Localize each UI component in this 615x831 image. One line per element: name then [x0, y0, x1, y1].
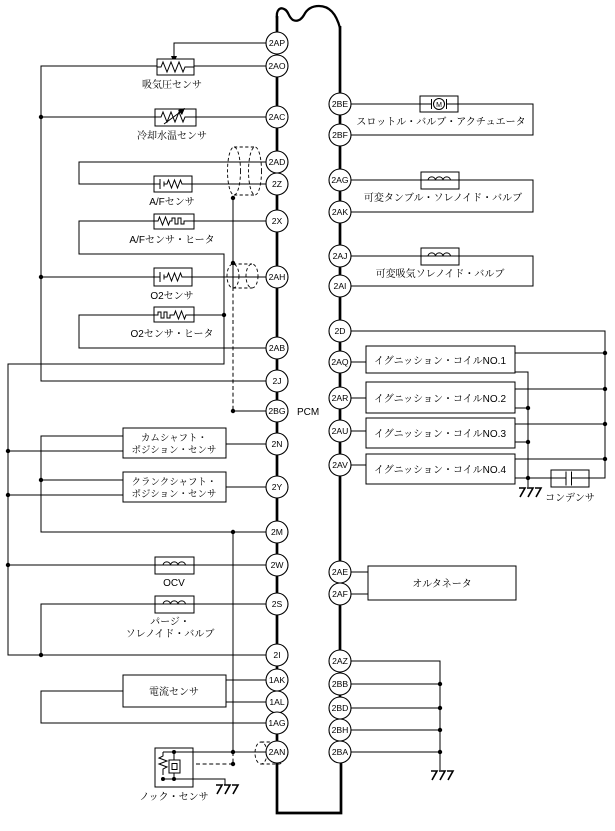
pin-2af	[329, 583, 351, 605]
o2-heater-label: O2センサ・ヒータ	[130, 329, 214, 340]
pin-id: 2BA	[331, 747, 349, 757]
crankshaft-label-line1: クランクシャフト・	[131, 477, 217, 488]
ocv-label: OCV	[163, 578, 185, 589]
pin-id: 2S	[271, 599, 283, 609]
pin-2m	[266, 521, 288, 543]
pin-2ap	[266, 32, 288, 54]
pin-2ak	[329, 201, 351, 223]
pin-id: 2AK	[331, 207, 349, 217]
pin-id: 2Z	[271, 179, 283, 189]
motor-letter: M	[436, 101, 442, 109]
pin-id: 2BE	[331, 99, 349, 109]
pin-id: 2AZ	[332, 656, 348, 666]
pin-2j	[266, 370, 288, 392]
pin-2ab	[266, 337, 288, 359]
pin-2x	[266, 210, 288, 232]
knock-sensor-label: ノック・センサ	[139, 792, 209, 803]
pin-id: 2BG	[268, 406, 286, 416]
pin-1al	[266, 691, 288, 713]
pin-id: 2AP	[268, 38, 286, 48]
tumble-valve-label: 可変タンブル・ソレノイド・バルブ	[363, 193, 523, 204]
camshaft-label-line1: カムシャフト・	[140, 433, 208, 444]
pin-id: 2I	[273, 650, 281, 660]
purge-label-line1: パージ・	[150, 617, 190, 628]
pin-id: 2BB	[331, 679, 349, 689]
pin-2be	[329, 93, 351, 115]
pcm-label: PCM	[297, 407, 320, 418]
pin-id: 2AF	[332, 589, 348, 599]
pin-id: 1AG	[268, 718, 286, 728]
pin-id: 2M	[271, 527, 283, 537]
ignition-coil-3	[366, 418, 515, 448]
pin-id: 2AE	[331, 567, 349, 577]
condenser-label: コンデンサ	[545, 493, 595, 504]
pin-2bf	[329, 124, 351, 146]
camshaft-position-sensor	[123, 428, 226, 458]
o2-sensor-label: O2センサ	[150, 291, 194, 302]
pin-2ae	[329, 561, 351, 583]
pin-2ar	[329, 387, 351, 409]
pin-2ah	[266, 266, 288, 288]
pin-2i	[266, 644, 288, 666]
pin-2aq	[329, 351, 351, 373]
ignition-coil-4	[366, 454, 515, 484]
coil3-label: イグニッション・コイルNO.3	[373, 429, 507, 440]
pin-2ai	[329, 275, 351, 297]
pin-2ad	[266, 151, 288, 173]
throttle-actuator-label: スロットル・バルブ・アクチュエータ	[356, 117, 526, 128]
current-sensor-label: 電流センサ	[149, 687, 199, 698]
alternator	[368, 566, 516, 600]
crankshaft-position-sensor	[123, 472, 226, 502]
pin-id: 2AU	[331, 426, 349, 436]
pin-id: 2AV	[332, 460, 348, 470]
coil4-label: イグニッション・コイルNO.4	[373, 465, 507, 476]
pin-2ac	[266, 106, 288, 128]
pin-id: 2BD	[331, 703, 349, 713]
ignition-coil-1	[366, 346, 515, 373]
af-heater-label: A/Fセンサ・ヒータ	[129, 235, 215, 246]
intake-valve-label: 可変吸気ソレノイド・バルブ	[375, 269, 505, 280]
pin-2d	[329, 320, 351, 342]
pin-2bb	[329, 673, 351, 695]
pin-id: 2BF	[332, 130, 348, 140]
camshaft-label-line2: ポジション・センサ	[131, 445, 217, 456]
current-sensor	[123, 675, 226, 707]
pin-id: 2AD	[268, 157, 286, 167]
pin-2aj	[329, 245, 351, 267]
pin-id: 2W	[270, 560, 284, 570]
pin-2az	[329, 650, 351, 672]
pin-2bg	[266, 400, 288, 422]
pin-id: 2AB	[268, 343, 286, 353]
pin-id: 2D	[334, 326, 346, 336]
alternator-label: オルタネータ	[412, 579, 472, 590]
coil1-label: イグニッション・コイルNO.1	[373, 356, 507, 367]
pin-id: 2AI	[333, 281, 347, 291]
coolant-temp-label: 冷却水温センサ	[137, 131, 207, 142]
pin-2bd	[329, 697, 351, 719]
crankshaft-label-line2: ポジション・センサ	[131, 489, 217, 500]
pin-2s	[266, 593, 288, 615]
o2-sensor	[150, 268, 193, 302]
af-sensor	[149, 176, 195, 208]
af-sensor-label: A/Fセンサ	[149, 197, 195, 208]
pin-1ak	[266, 669, 288, 691]
pin-id: 2AR	[331, 393, 349, 403]
pin-id: 2AO	[268, 61, 286, 71]
pin-2av	[329, 454, 351, 476]
pin-id: 1AK	[268, 675, 286, 685]
pin-id: 2AC	[268, 112, 286, 122]
coil2-label: イグニッション・コイルNO.2	[373, 394, 507, 405]
pin-2au	[329, 420, 351, 442]
pin-2n	[266, 433, 288, 455]
pin-2w	[266, 554, 288, 576]
pin-2bh	[329, 719, 351, 741]
condenser	[545, 470, 595, 504]
pin-2y	[266, 476, 288, 498]
pin-2ag	[329, 169, 351, 191]
pin-id: 2AG	[331, 175, 349, 185]
ignition-coil-2	[366, 382, 515, 413]
purge-label-line2: ソレノイド・バルブ	[125, 629, 215, 640]
pin-2an	[266, 741, 288, 763]
pin-id: 2Y	[271, 482, 283, 492]
pin-id: 2BH	[331, 725, 349, 735]
pin-id: 2N	[271, 439, 283, 449]
pin-id: 2J	[272, 376, 282, 386]
pin-id: 2X	[271, 216, 283, 226]
pin-2ao	[266, 55, 288, 77]
piezo-inner-icon	[172, 764, 177, 770]
pin-id: 2AQ	[331, 357, 349, 367]
pin-2z	[266, 173, 288, 195]
pin-1ag	[266, 712, 288, 734]
pin-id: 2AJ	[332, 251, 348, 261]
pin-id: 1AL	[269, 697, 285, 707]
pin-id: 2AN	[268, 747, 286, 757]
intake-pressure-label: 吸気圧センサ	[142, 80, 202, 91]
pin-id: 2AH	[268, 272, 286, 282]
pin-2ba	[329, 741, 351, 763]
